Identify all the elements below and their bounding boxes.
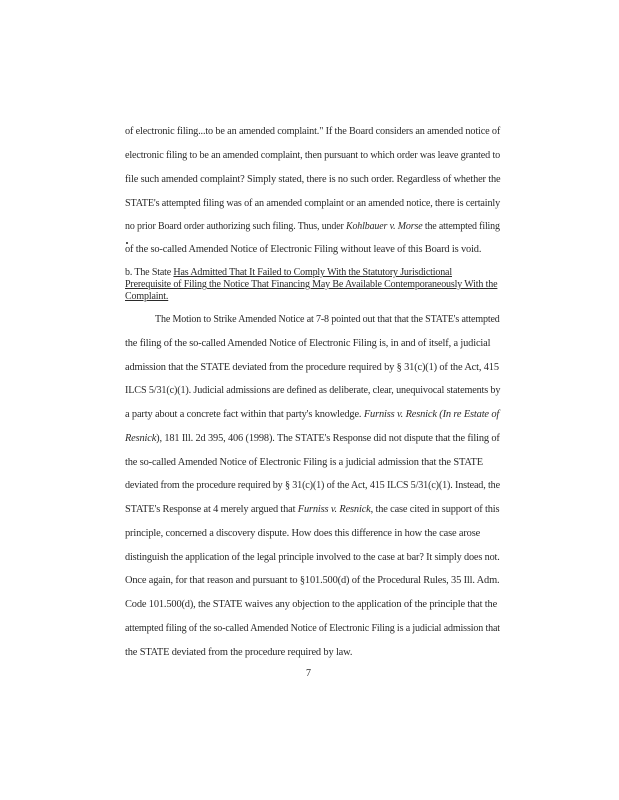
paragraph-2-line-2: the filing of the so-called Amended Notice of Electronic Filing is, in and of itself, a judicial — [125, 338, 491, 349]
paragraph-1-line-3: file such amended complaint? Simply stated, there is no such order. Regardless of whether the — [125, 174, 501, 185]
paragraph-1-line-4: STATE's attempted filing was of an amended complaint or an amended notice, there is certainly — [125, 198, 501, 209]
paragraph-1-line-5: no prior Board order authorizing such filing. Thus, under Kohlbauer v. Morse the attempted filing — [125, 221, 500, 232]
section-heading-line-2: Prerequisite of Filing the Notice That Financing May Be Available Contemporaneously With the — [125, 279, 498, 290]
paragraph-2-line-3: admission that the STATE deviated from the procedure required by § 31(c)(1) of the Act, 415 — [125, 362, 499, 373]
paragraph-2-line-7: the so-called Amended Notice of Electronic Filing is a judicial admission that the STATE — [125, 457, 483, 468]
paragraph-2-line-6: Resnick), 181 Ill. 2d 395, 406 (1998). The STATE's Response did not dispute that the filing of — [125, 433, 500, 444]
paragraph-2-line-12: Once again, for that reason and pursuant to §101.500(d) of the Procedural Rules, 35 Ill. Adm. — [125, 575, 500, 586]
paragraph-1-line-1: of electronic filing...to be an amended complaint." If the Board considers an amended notice of — [125, 126, 501, 137]
section-heading-prefix: b. The State — [125, 267, 174, 278]
margin-mark — [126, 242, 128, 244]
paragraph-2-line-8: deviated from the procedure required by § 31(c)(1) of the Act, 415 ILCS 5/31(c)(1). Instead, the — [125, 480, 500, 491]
paragraph-1-line-6: of the so-called Amended Notice of Electronic Filing without leave of this Board is void. — [125, 244, 482, 255]
paragraph-2-line-14: attempted filing of the so-called Amended Notice of Electronic Filing is a judicial admission that — [125, 623, 500, 634]
paragraph-2-line-11: distinguish the application of the legal principle involved to the case at bar? It simply does not. — [125, 552, 500, 563]
section-heading-line-1 — [125, 267, 452, 279]
paragraph-2-line-1: The Motion to Strike Amended Notice at 7-8 pointed out that that the STATE's attempted — [155, 314, 500, 325]
paragraph-2-line-4: ILCS 5/31(c)(1). Judicial admissions are defined as deliberate, clear, unequivocal statements by — [125, 385, 501, 396]
paragraph-2-line-9: STATE's Response at 4 merely argued that Furniss v. Resnick, the case cited in support of this — [125, 504, 500, 515]
section-heading-line-3: Complaint. — [125, 291, 169, 302]
paragraph-2-line-15: the STATE deviated from the procedure required by law. — [125, 647, 353, 658]
paragraph-1-line-2: electronic filing to be an amended complaint, then pursuant to which order was leave granted to — [125, 150, 501, 161]
paragraph-2-line-5: a party about a concrete fact within that party's knowledge. Furniss v. Resnick (In re Estate of — [125, 409, 500, 420]
paragraph-2-line-13: Code 101.500(d), the STATE waives any objection to the application of the principle that the — [125, 599, 498, 610]
page-number: 7 — [306, 668, 311, 679]
paragraph-2-line-10: principle, concerned a discovery dispute. How does this difference in how the case arose — [125, 528, 481, 539]
section-heading-underlined-1: Has Admitted That It Failed to Comply With the Statutory Jurisdictional — [173, 267, 452, 278]
